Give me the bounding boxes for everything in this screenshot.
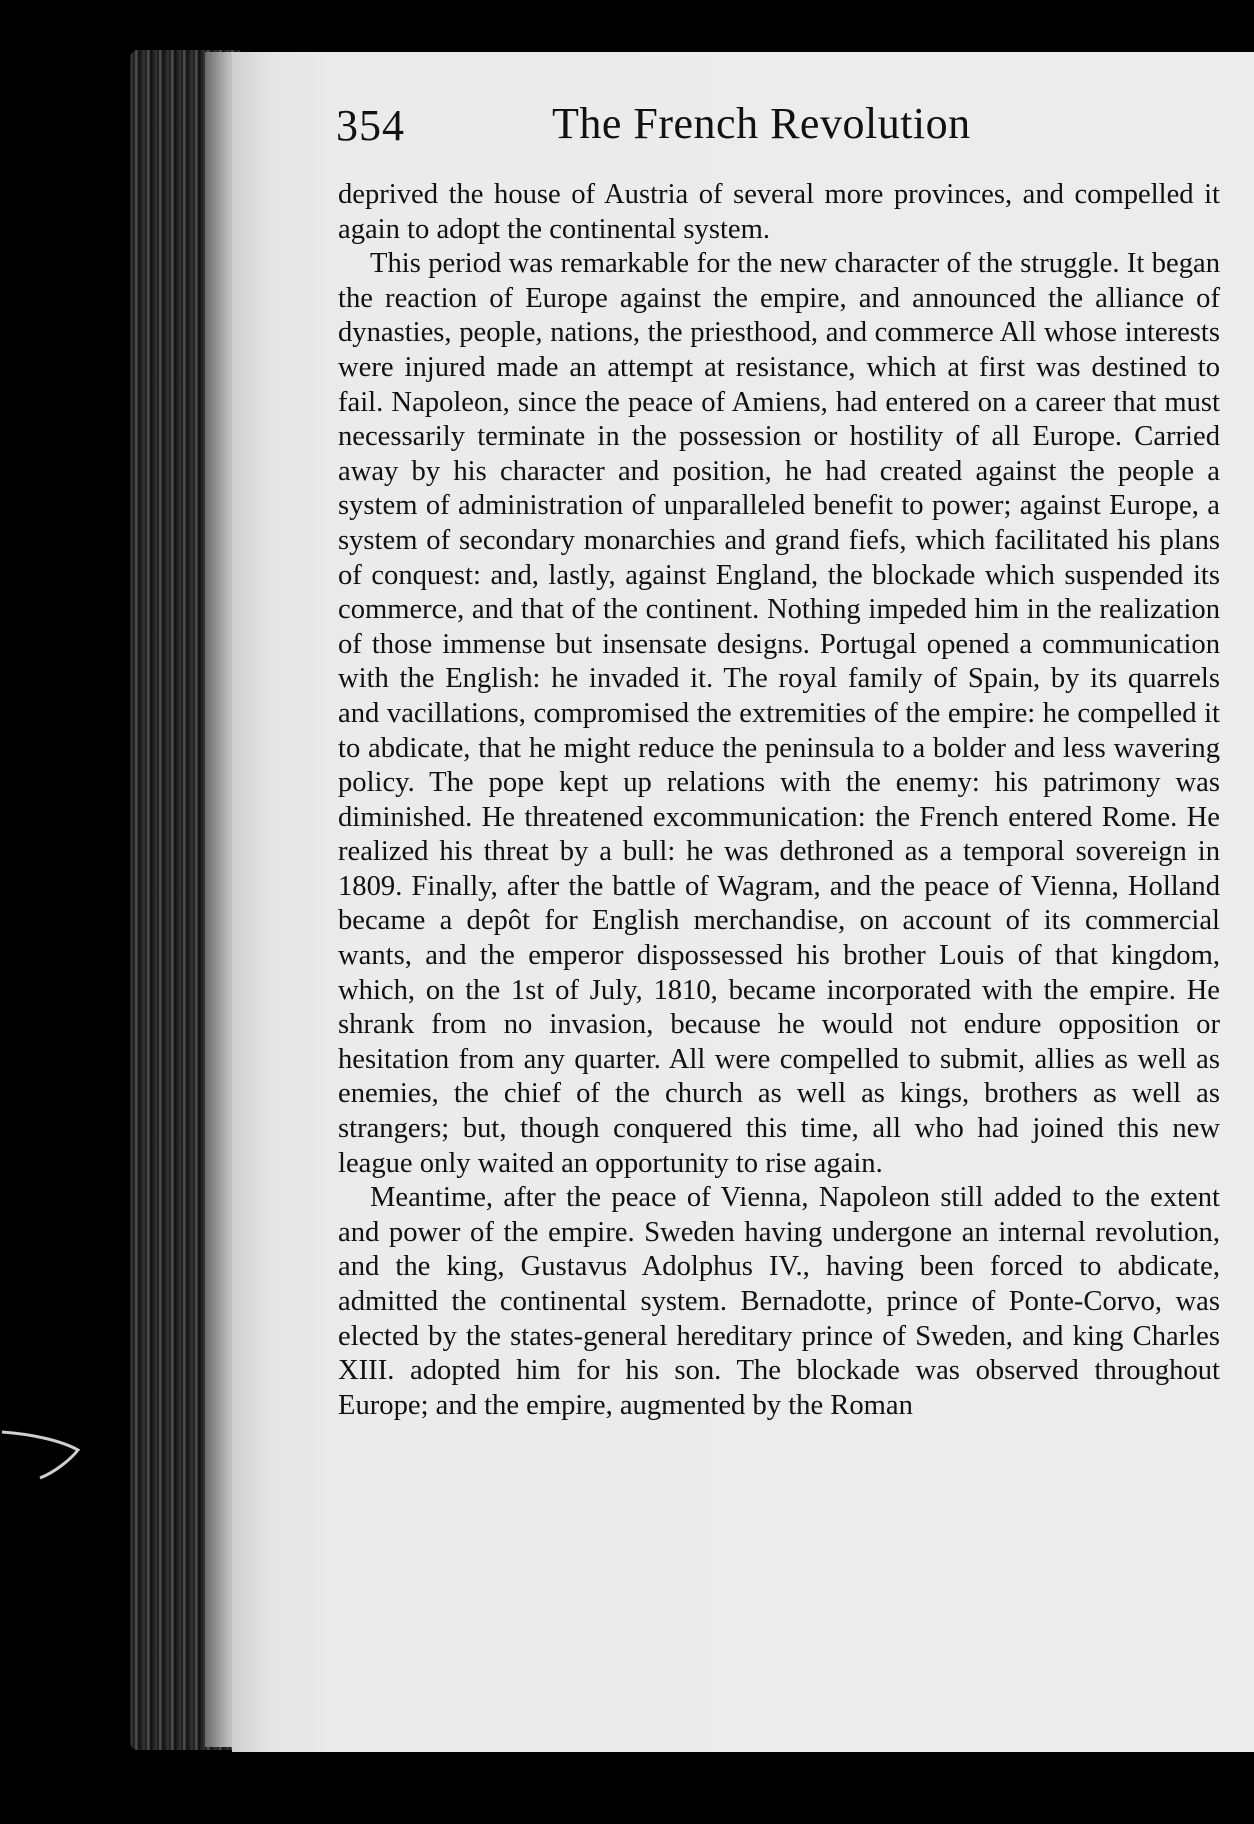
paragraph: This period was remarkable for the new character of the struggle. It began the reaction of Europe against the empire, and announced the alliance of dynasties, people, nations, the priesthood, and commerce All whose interests were injured made an attempt at resistance, which at first was destined to fail. Napoleon, since the peace of Amiens, had entered on a career that must necessarily terminate in the possession or hostility of all Europe. Carried away by his character and position, he had created against the people a system of administration of unparalleled benefit to power; against Europe, a system of secondary monarchies and grand fiefs, which facilitated his plans of conquest: and, lastly, against England, the blockade which suspended its commerce, and that of the continent. Nothing impeded him in the realization of those immense but insensate designs. Portugal opened a communication with the English: he invaded it. The royal family of Spain, by its quarrels and vacillations, compromised the extremities of the empire: he compelled it to abdicate, that he might reduce the peninsula to a bolder and less wavering policy. The pope kept up relations with the enemy: his patrimony was diminished. He threatened excommunication: the French entered Rome. He realized his threat by a bull: he was dethroned as a temporal sovereign in 1809. Finally, after the battle of Wagram, and the peace of Vienna, Holland became a depôt for English merchandise, on account of its commercial wants, and the emperor dispossessed his brother Louis of that kingdom, which, on the 1st of July, 1810, became incorporated with the empire. He shrank from no invasion, because he would not endure opposition or hesitation from any quarter. All were compelled to submit, allies as well as enemies, the chief of the church as well as kings, brothers as well as strangers; but, though conquered this time, all who had joined this new league only waited an opportunity to rise again. [338, 248, 1220, 1179]
paragraph-continued: deprived the house of Austria of several more provinces, and compelled it again to adopt the continental system. [338, 179, 1220, 245]
running-title: The French Revolution [552, 99, 971, 148]
paragraph: Meantime, after the peace of Vienna, Napoleon still added to the extent and power of the empire. Sweden having undergone an internal revolution, and the king, Gustavus Adolphus IV., having been forced to abdicate, admitted the continental system. Bernadotte, prince of Ponte-Corvo, was elected by the states-general hereditary prince of Sweden, and king Charles XIII. adopted him for his son. The blockade was observed throughout Europe; and the empire, augmented by the Roman [338, 1182, 1220, 1421]
stray-ink-mark [0, 1420, 90, 1480]
page-number: 354 [336, 101, 405, 150]
body-text [338, 178, 1220, 1423]
